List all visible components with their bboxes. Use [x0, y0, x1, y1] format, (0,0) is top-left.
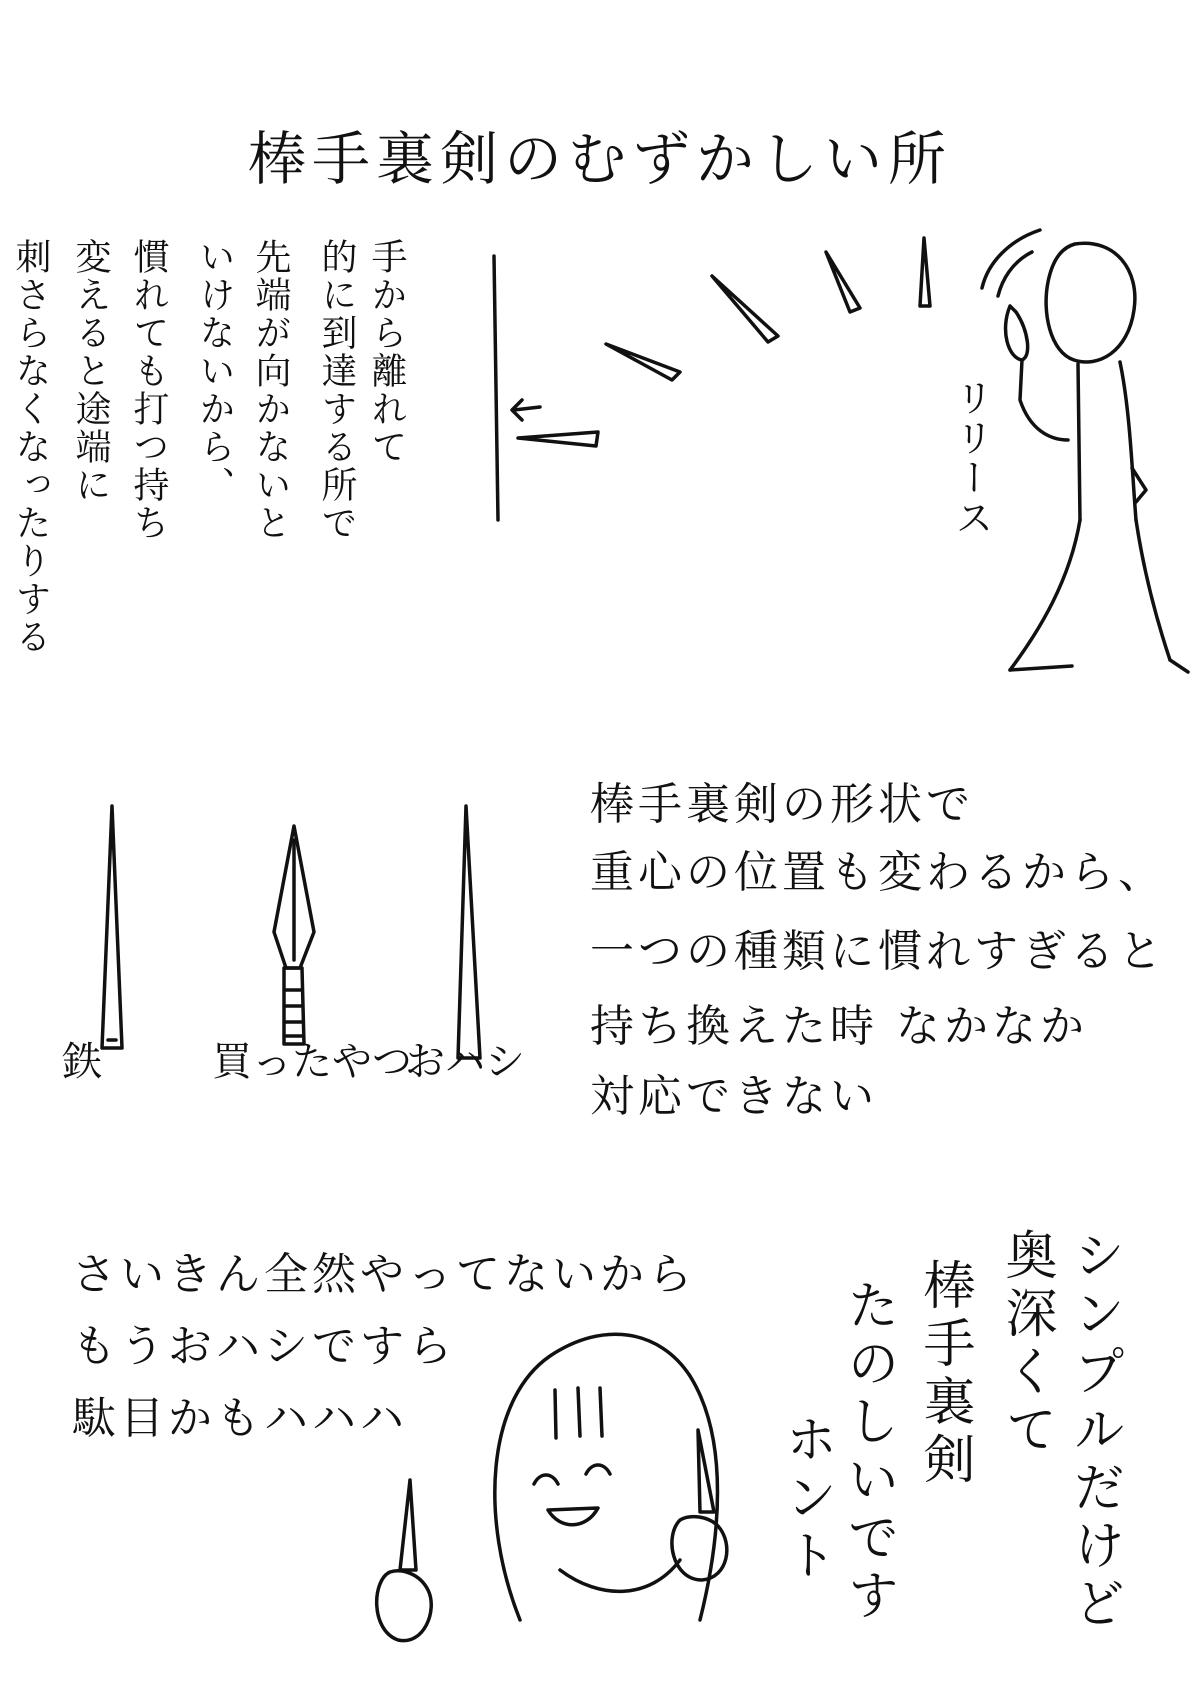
item-label-bought: 買ったやつ	[212, 1039, 412, 1085]
iron-shuriken	[102, 806, 122, 1048]
item-label-chopstick: おハシ	[405, 1039, 525, 1085]
vertical-text-col-7: 刺さらなくなったりする	[10, 238, 51, 656]
target-wall	[494, 256, 498, 520]
bottom-vertical-col-1: シンプルだけど	[1064, 1228, 1124, 1634]
shuriken-flight-3	[712, 276, 778, 342]
arrow-icon	[512, 400, 540, 420]
text-line-1: 棒手裏剣の形状で	[590, 779, 974, 830]
vertical-text-col-6: 変えると途端に	[70, 238, 111, 504]
bottom-line-2: もうおハシですら	[72, 1321, 456, 1372]
bottom-vertical-col-2: 奥深くて	[996, 1228, 1056, 1460]
text-line-5: 対応できない	[590, 1071, 878, 1122]
page-title: 棒手裏剣のむずかしい所	[247, 125, 952, 193]
bottom-vertical-col-5: ホント	[776, 1412, 836, 1586]
bottom-vertical-col-3: 棒手裏剣	[914, 1258, 974, 1490]
chopstick-shuriken	[458, 806, 480, 1058]
text-line-2: 重心の位置も変わるから、	[590, 847, 1166, 898]
item-label-iron: 鉄	[62, 1039, 102, 1085]
vertical-text-col-1: 手から離れて	[366, 238, 407, 466]
smiling-character	[377, 1334, 727, 1640]
vertical-text-col-4: いけないから、	[194, 238, 235, 504]
thrower-figure	[982, 230, 1188, 672]
text-line-4: 持ち換えた時 なかなか	[590, 1001, 1088, 1052]
bottom-vertical-col-4: たのしいです	[838, 1278, 898, 1626]
release-label: リリース	[949, 378, 993, 538]
vertical-text-col-2: 的に到達する所で	[316, 238, 357, 542]
shuriken-flight-4	[606, 344, 680, 380]
shuriken-flight-2	[826, 252, 860, 312]
bottom-line-3: 駄目かもハハハ	[72, 1393, 408, 1444]
shuriken-hit	[518, 432, 598, 446]
shuriken-flight-1	[920, 238, 930, 306]
bottom-line-1: さいきん全然やってないから	[72, 1249, 696, 1300]
bought-shuriken	[274, 826, 314, 1044]
vertical-text-col-3: 先端が向かないと	[250, 238, 291, 542]
text-line-3: 一つの種類に慣れすぎると	[590, 926, 1166, 977]
vertical-text-col-5: 慣れても打つ持ち	[128, 238, 169, 542]
